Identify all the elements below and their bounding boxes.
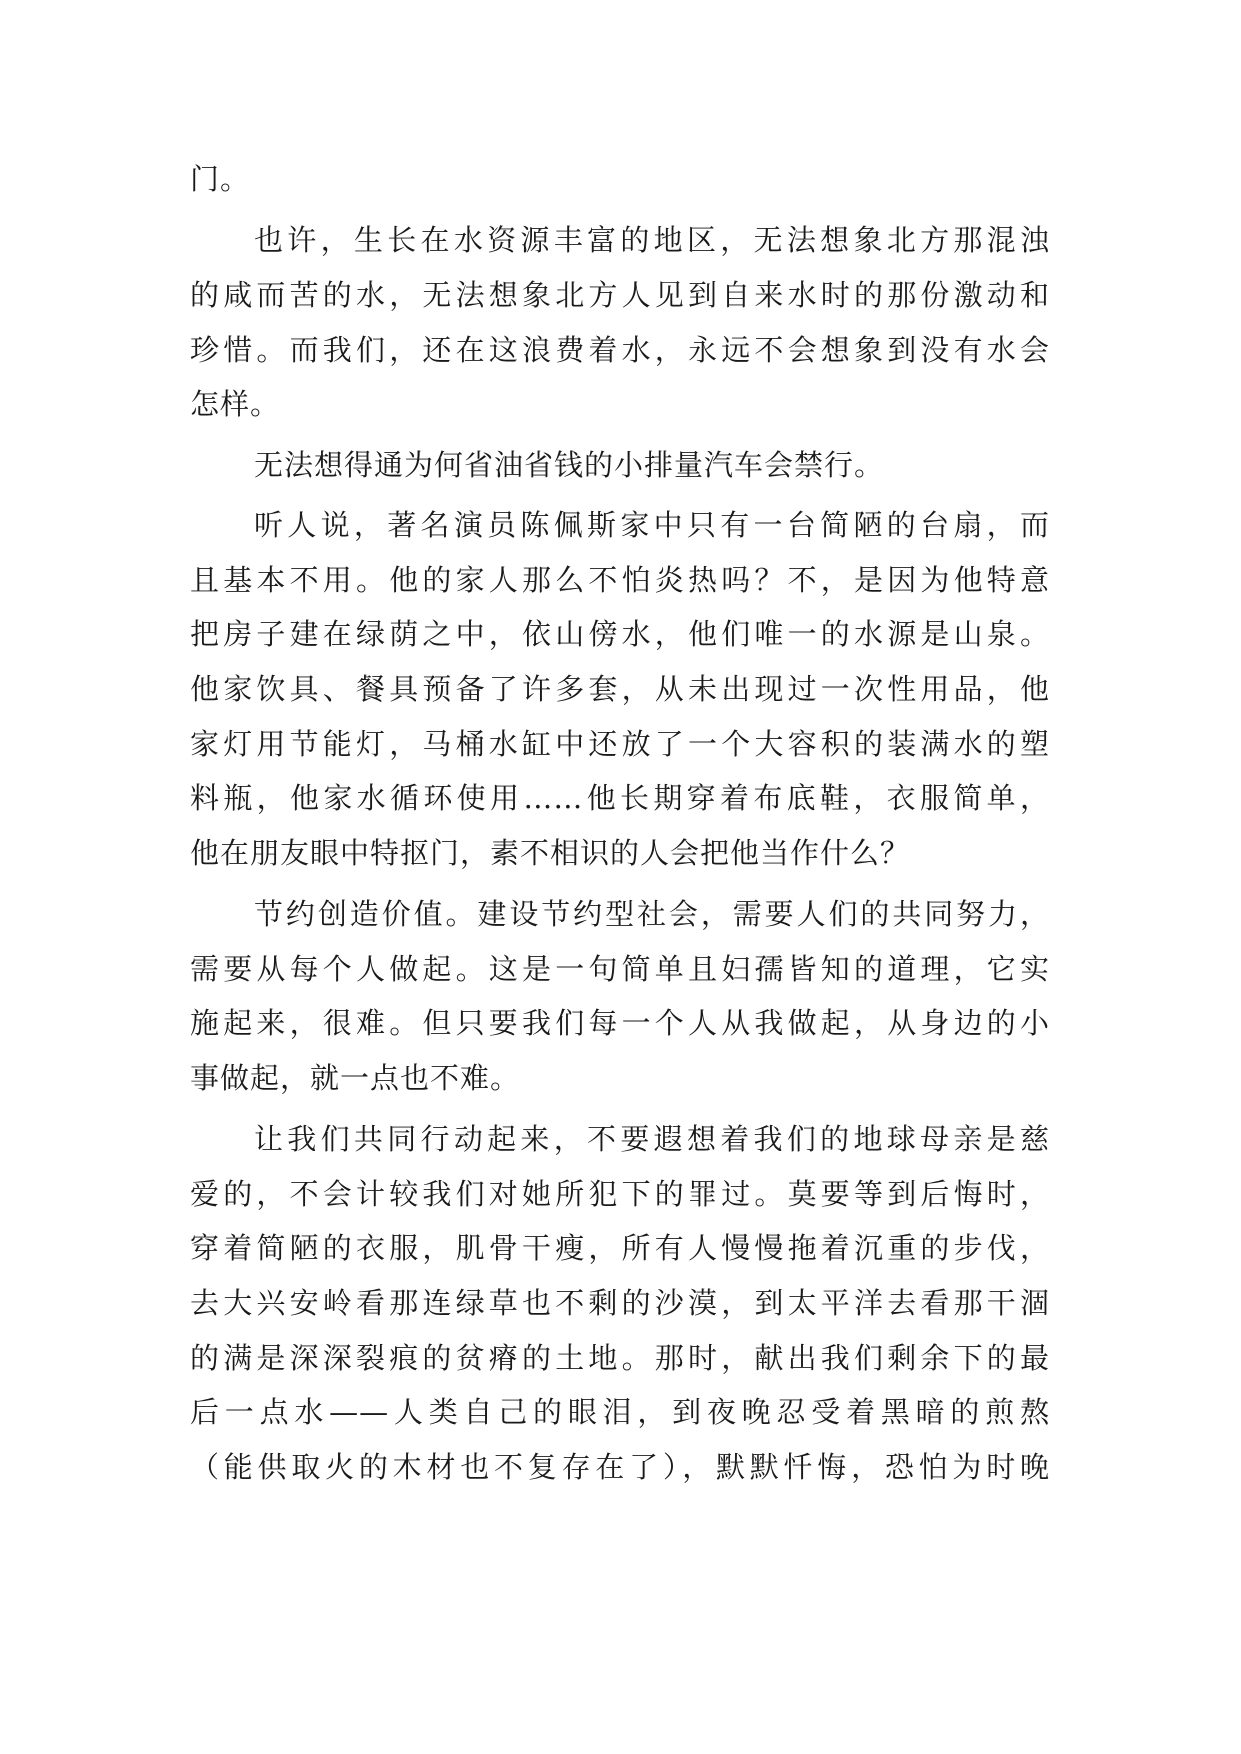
text-line: 的满是深深裂痕的贫瘠的土地。那时，献出我们剩余下的最 xyxy=(190,1341,1050,1375)
text-line: 他在朋友眼中特抠门，素不相识的人会把他当作什么？ xyxy=(190,836,911,870)
text-line: （能供取火的木材也不复存在了），默默忏悔，恐怕为时晚 xyxy=(190,1450,1050,1484)
text-line: 施起来，很难。但只要我们每一个人从我做起，从身边的小 xyxy=(190,1006,1050,1040)
text-line: 也许，生长在水资源丰富的地区，无法想象北方那混浊 xyxy=(254,223,1050,257)
text-line: 让我们共同行动起来，不要遐想着我们的地球母亲是慈 xyxy=(254,1122,1050,1156)
text-line: 去大兴安岭看那连绿草也不剩的沙漠，到太平洋去看那干涸 xyxy=(190,1286,1050,1320)
text-line: 怎样。 xyxy=(190,387,281,421)
text-line: 听人说，著名演员陈佩斯家中只有一台简陋的台扇，而 xyxy=(254,508,1050,542)
text-line: 料瓶，他家水循环使用……他长期穿着布底鞋，衣服简单， xyxy=(190,781,1050,815)
text-line: 把房子建在绿荫之中，依山傍水，他们唯一的水源是山泉。 xyxy=(190,617,1050,651)
text-line: 珍惜。而我们，还在这浪费着水，永远不会想象到没有水会 xyxy=(190,333,1050,367)
text-line: 穿着简陋的衣服，肌骨干瘦，所有人慢慢拖着沉重的步伐， xyxy=(190,1231,1050,1265)
text-line: 且基本不用。他的家人那么不怕炎热吗？不，是因为他特意 xyxy=(190,563,1050,597)
text-line: 节约创造价值。建设节约型社会，需要人们的共同努力， xyxy=(254,897,1050,931)
text-line: 他家饮具、餐具预备了许多套，从未出现过一次性用品，他 xyxy=(190,672,1050,706)
text-line: 事做起，就一点也不难。 xyxy=(190,1061,521,1095)
text-line: 门。 xyxy=(190,162,251,196)
text-line: 无法想得通为何省油省钱的小排量汽车会禁行。 xyxy=(254,448,885,482)
text-line: 后一点水——人类自己的眼泪，到夜晚忍受着黑暗的煎熬 xyxy=(190,1395,1050,1429)
text-line: 的咸而苦的水，无法想象北方人见到自来水时的那份激动和 xyxy=(190,278,1050,312)
text-line: 需要从每个人做起。这是一句简单且妇孺皆知的道理，它实 xyxy=(190,952,1050,986)
text-line: 家灯用节能灯，马桶水缸中还放了一个大容积的装满水的塑 xyxy=(190,727,1050,761)
text-line: 爱的，不会计较我们对她所犯下的罪过。莫要等到后悔时， xyxy=(190,1177,1050,1211)
